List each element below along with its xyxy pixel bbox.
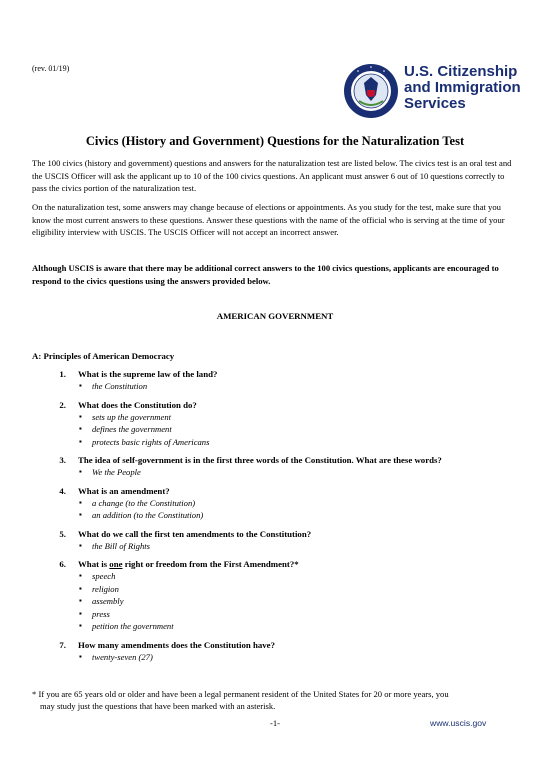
question-item	[32, 368, 520, 393]
answer-bullet: ▪ a change (to the Constitution)	[32, 497, 520, 510]
question-text-part: What is	[78, 559, 110, 569]
answer-bullet: ▪ an addition (to the Constitution)	[32, 509, 520, 522]
question-item	[32, 639, 520, 664]
question-number: 4.	[59, 485, 66, 496]
question-item	[32, 528, 520, 553]
answer-bullet: ▪ defines the government	[32, 423, 520, 436]
question-item	[32, 399, 520, 449]
intro-paragraph: On the naturalization test, some answers may change because of elections or appointments. As you study for the test, make sure that you know the most current answers to these questions. Answer these questions with the name of the official who is serving at the time of your eligibility interview with USCIS. The USCIS Officer will not accept an incorrect answer.	[32, 202, 505, 237]
question-number: 6.	[59, 559, 66, 569]
dhs-seal-icon	[343, 63, 399, 119]
brand-line: Services	[404, 95, 466, 112]
intro-paragraph: The 100 civics (history and government) questions and answers for the naturalization test are listed below. The civics test is an oral test and the USCIS Officer will ask the applicant up to 10 of the 100 civics questions. An applicant must answer 6 out of 10 questions correctly to pass the civics portion of the naturalization test.	[32, 158, 512, 193]
answer-bullet: ▪ the Constitution	[32, 380, 520, 393]
question-text-emphasis: one	[109, 559, 123, 569]
answer-bullet: ▪ the Bill of Rights	[32, 540, 520, 553]
question-item	[32, 454, 520, 479]
answer-bullet: ▪ press	[32, 608, 520, 621]
intro-paragraph-bold: Although USCIS is aware that there may be additional correct answers to the 100 civics questions, applicants are encouraged to respond to the civics questions using the answers provided below.	[32, 263, 499, 286]
question-number: 3.	[59, 455, 66, 465]
question-list	[32, 368, 520, 669]
question-number: 2.	[59, 399, 66, 410]
question-number: 1.	[59, 369, 66, 379]
brand-line: and Immigration	[404, 79, 521, 96]
question-text: What is an amendment?	[78, 485, 170, 496]
question-text: What do we call the first ten amendments to the Constitution?	[78, 528, 312, 539]
answer-bullet: ▪ speech	[32, 570, 520, 583]
question-text: The idea of self-government is in the first three words of the Constitution. What are these words?	[78, 455, 442, 465]
question-text	[78, 558, 520, 570]
question-number: 5.	[59, 528, 66, 539]
footnote	[32, 688, 522, 712]
footnote-line: * If you are 65 years old or older and have been a legal permanent resident of the United States for 20 or more years, you	[32, 689, 449, 699]
brand-line: U.S. Citizenship	[404, 63, 518, 80]
question-text: How many amendments does the Constitution have?	[78, 639, 275, 650]
answer-bullet: ▪ sets up the government	[32, 411, 520, 424]
question-item	[32, 485, 520, 522]
answer-bullet: ▪ petition the government	[32, 620, 520, 633]
answer-bullet: ▪ religion	[32, 583, 520, 596]
question-item	[32, 558, 520, 633]
answer-bullet: ▪ protects basic rights of Americans	[32, 436, 520, 449]
answer-bullet: ▪ assembly	[32, 595, 520, 608]
footnote-line: may study just the questions that have been marked with an asterisk.	[40, 701, 276, 711]
section-heading: AMERICAN GOVERNMENT	[216, 311, 334, 321]
subsection-heading: A: Principles of American Democracy	[32, 351, 175, 361]
page-number: -1-	[269, 718, 281, 728]
question-number: 7.	[59, 639, 66, 650]
website-link[interactable]: www.uscis.gov	[430, 718, 487, 728]
question-text: What is the supreme law of the land?	[78, 369, 218, 379]
answer-bullet: ▪ We the People	[32, 466, 520, 479]
revision-date: (rev. 01/19)	[32, 64, 70, 73]
question-text-part: right or freedom from the First Amendment?*	[122, 559, 299, 569]
answer-bullet: ▪ twenty-seven (27)	[32, 651, 520, 664]
document-title: Civics (History and Government) Questions for the Naturalization Test	[85, 134, 465, 148]
question-text: What does the Constitution do?	[78, 399, 197, 410]
uscis-wordmark	[404, 64, 521, 112]
